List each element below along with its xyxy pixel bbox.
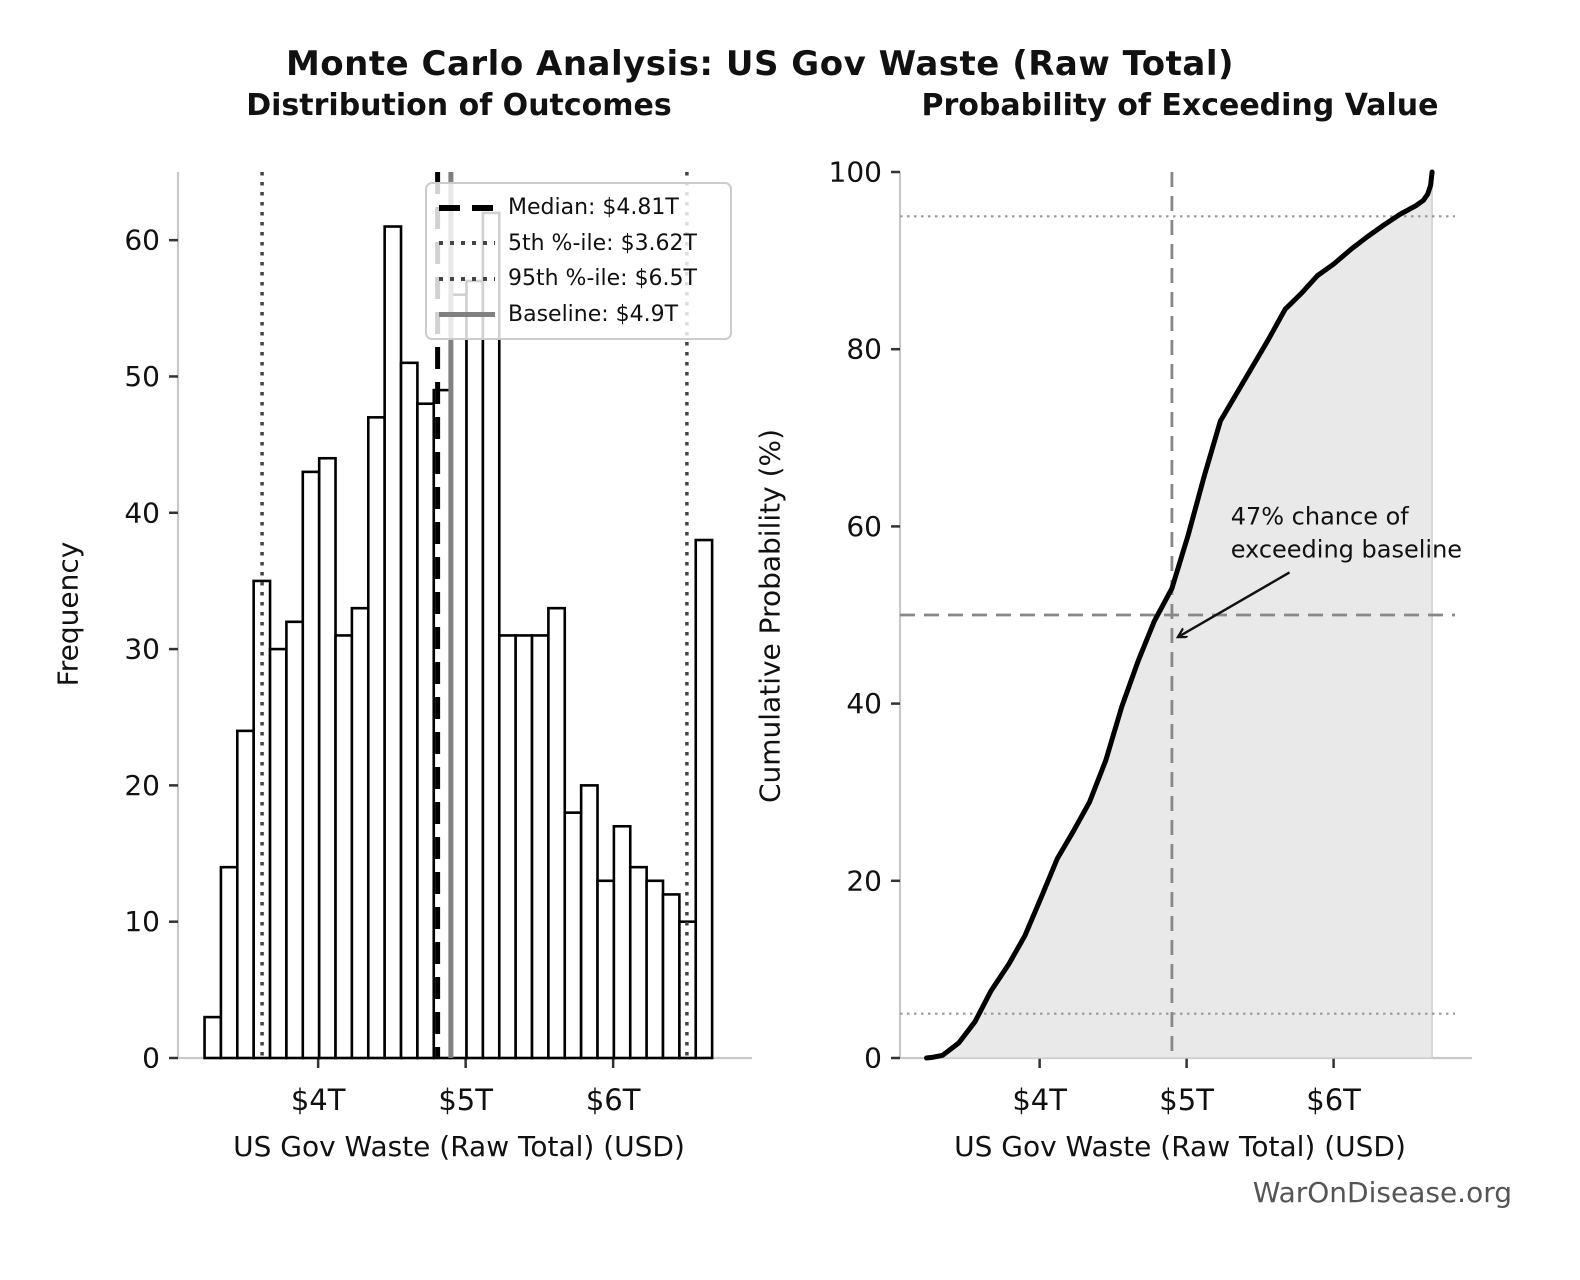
y-tick-label: 60	[846, 509, 882, 543]
legend-label-median: Median: $4.81T	[508, 195, 679, 221]
histogram-title: Distribution of Outcomes	[246, 88, 672, 123]
histogram-bar	[663, 894, 679, 1058]
x-tick-label: $6T	[585, 1083, 641, 1117]
annotation-text: exceeding baseline	[1230, 535, 1463, 564]
baseline-line-sample-icon	[439, 312, 495, 317]
median-line-sample-icon	[439, 205, 495, 211]
annotation-text: 47% chance of	[1230, 502, 1409, 531]
histogram-bar	[352, 608, 368, 1058]
histogram-bar	[401, 363, 417, 1058]
cdf-chart	[800, 150, 1580, 1280]
legend-item-median	[439, 191, 720, 225]
histogram-bar	[270, 649, 286, 1058]
legend-label-95th-percentile: 95th %-ile: $6.5T	[508, 266, 697, 292]
legend-item-95th-percentile	[439, 262, 720, 296]
histogram-bar	[368, 417, 384, 1058]
histogram-bar	[516, 635, 532, 1058]
histogram-bar	[237, 731, 253, 1058]
x-tick-label: $5T	[438, 1083, 493, 1117]
histogram-bar	[221, 867, 237, 1058]
histogram-y-axis-label: Frequency	[51, 541, 85, 687]
legend-item-baseline	[439, 297, 720, 331]
y-tick-label: 0	[864, 1041, 882, 1075]
x-tick-label: $6T	[1306, 1083, 1361, 1117]
histogram-bar	[614, 826, 630, 1058]
watermark: WarOnDisease.org	[1252, 1176, 1512, 1209]
y-tick-label: 50	[124, 359, 160, 393]
histogram-bar	[336, 635, 352, 1058]
percentile95-line-sample-icon	[439, 277, 495, 281]
cdf-x-axis-label: US Gov Waste (Raw Total) (USD)	[954, 1130, 1406, 1163]
histogram-bar	[630, 867, 646, 1058]
histogram-bar	[499, 635, 515, 1058]
histogram-x-axis-label: US Gov Waste (Raw Total) (USD)	[233, 1130, 685, 1163]
histogram-bar	[319, 458, 335, 1058]
histogram-bar	[303, 472, 319, 1058]
x-tick-label: $4T	[290, 1083, 346, 1117]
histogram-bar	[598, 881, 614, 1058]
histogram-bar	[696, 540, 712, 1058]
y-tick-label: 80	[846, 332, 882, 366]
legend-label-5th-percentile: 5th %-ile: $3.62T	[508, 230, 697, 256]
histogram-bar	[565, 813, 581, 1058]
cdf-y-axis-label: Cumulative Probability (%)	[753, 428, 787, 804]
histogram-bar	[385, 227, 401, 1058]
histogram-bar	[205, 1017, 221, 1058]
histogram-bar	[286, 622, 302, 1058]
y-tick-label: 20	[124, 768, 160, 802]
legend	[425, 182, 732, 340]
legend-label-baseline: Baseline: $4.9T	[508, 301, 679, 327]
cdf-title: Probability of Exceeding Value	[921, 88, 1439, 123]
y-tick-label: 0	[142, 1041, 160, 1075]
y-tick-label: 20	[846, 864, 882, 898]
histogram-bar	[581, 785, 597, 1058]
y-tick-label: 40	[846, 687, 882, 721]
histogram-bar	[467, 281, 483, 1058]
y-tick-label: 10	[124, 905, 160, 939]
x-tick-label: $4T	[1012, 1083, 1067, 1117]
main-title: Monte Carlo Analysis: US Gov Waste (Raw Total)	[285, 44, 1235, 84]
x-tick-label: $5T	[1159, 1083, 1214, 1117]
legend-item-5th-percentile	[439, 226, 720, 260]
y-tick-label: 40	[124, 496, 160, 530]
percentile5-line-sample-icon	[439, 241, 495, 245]
histogram-bar	[532, 635, 548, 1058]
y-tick-label: 30	[124, 632, 160, 666]
y-tick-label: 100	[828, 155, 882, 189]
histogram-bar	[647, 881, 663, 1058]
y-tick-label: 60	[124, 223, 160, 257]
histogram-bar	[548, 608, 564, 1058]
histogram-bar	[417, 404, 433, 1058]
